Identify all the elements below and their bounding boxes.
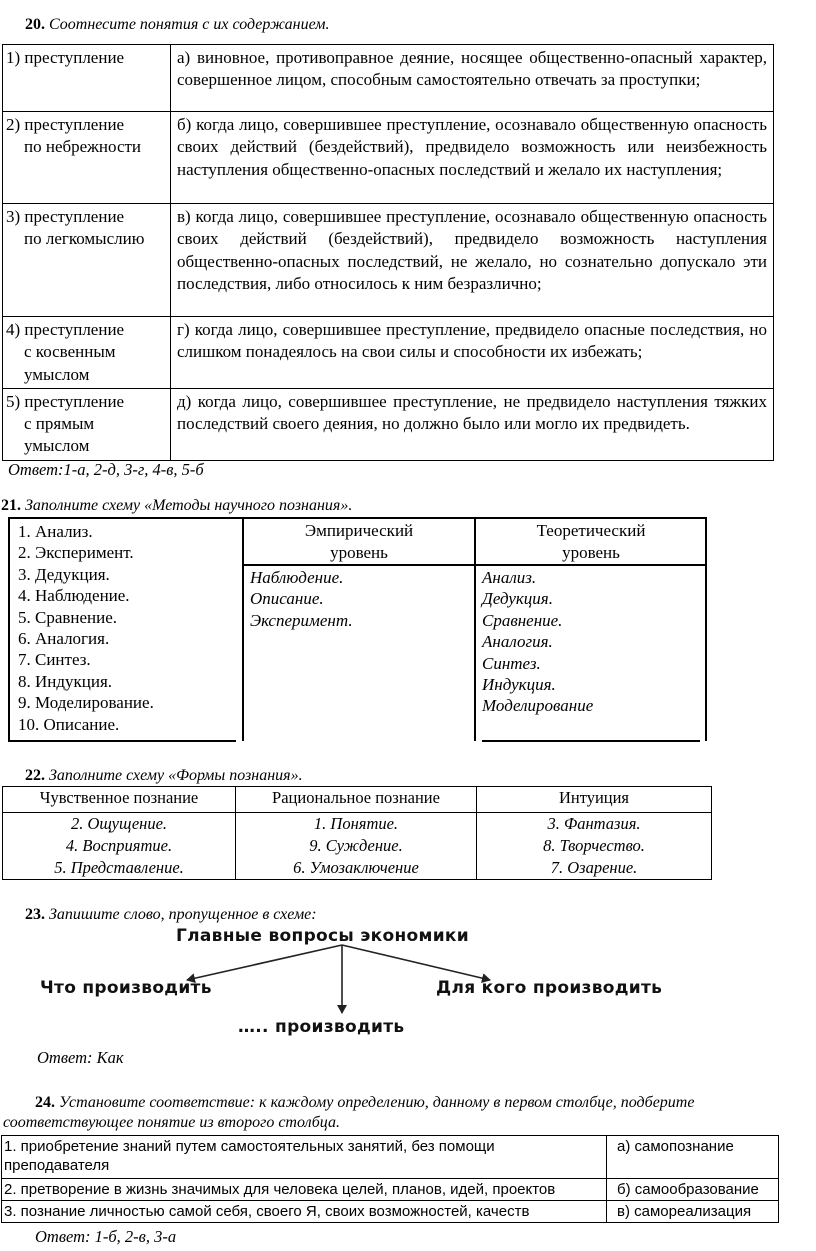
task22-title: Заполните схему «Формы познания». — [49, 767, 303, 784]
definition-cell: 3. познание личностью самой себя, своего Я, своих возможностей, качеств — [2, 1201, 607, 1223]
task21-heading — [1, 495, 352, 517]
task24-title-line1: Установите соответствие: к каждому определению, данному в первом столбце, подберите — [59, 1094, 695, 1111]
list-item: 8. Индукция. — [18, 671, 113, 691]
definition-cell: а) виновное, противоправное деяние, носящее общественно-опасный характер, совершенное лицом, способным самостоятельно отвечать за проступки; — [171, 45, 774, 112]
table-row — [2, 1136, 779, 1179]
list-item: 6. Аналогия. — [18, 629, 110, 649]
task24-heading-cont — [3, 1112, 340, 1134]
concept-cell: 3) преступление по легкомыслию — [3, 204, 171, 317]
table-row — [3, 204, 774, 317]
table-row — [2, 1201, 779, 1223]
diagram-bottom-label: ….. производить — [238, 1017, 405, 1037]
diagram-right-label: Для кого производить — [436, 978, 663, 998]
list-item: Сравнение. — [482, 610, 563, 630]
list-item: 4. Наблюдение. — [18, 586, 130, 606]
table-row — [3, 813, 712, 880]
task20-answer: Ответ:1-а, 2-д, 3-г, 4-в, 5-б — [8, 460, 204, 479]
task24-table — [1, 1135, 779, 1223]
task23-answer: Ответ: Как — [37, 1048, 124, 1067]
definition-cell: в) когда лицо, совершившее преступление, осознавало общественную опасность своих действий (бездействий), предвидело возможность наступления общественно-опасных последствий, не желало, но сознательно допускало эти последствия, либо относилось к ним безразлично; — [171, 204, 774, 317]
task22-heading — [25, 765, 303, 787]
table-row — [3, 317, 774, 389]
column-header: Чувственное познание — [3, 787, 236, 813]
empirical-items — [250, 567, 353, 631]
task22-number: 22. — [25, 767, 45, 784]
list-item: 5. Сравнение. — [18, 607, 118, 627]
column-header: Интуиция — [477, 787, 712, 813]
table-row — [3, 787, 712, 813]
theoretical-items — [482, 567, 593, 717]
definition-cell: б) когда лицо, совершившее преступление, осознавало общественную опасность своих действий (бездействий), предвидело возможность или неизбежность наступления общественно-опасных последствий и желало их наступления; — [171, 112, 774, 204]
concept-cell: 4) преступление с косвенным умыслом — [3, 317, 171, 389]
list-item: 10. Описание. — [18, 714, 120, 734]
list-item: Индукция. — [482, 675, 556, 695]
definition-cell: 1. приобретение знаний путем самостоятельных занятий, без помощи преподавателя — [2, 1136, 607, 1179]
list-item: Синтез. — [482, 653, 541, 673]
list-item: Дедукция. — [482, 589, 553, 609]
list-item: 1. Анализ. — [18, 522, 93, 541]
task23-number: 23. — [25, 906, 45, 923]
economics-diagram — [0, 925, 816, 1040]
concept-cell: в) самореализация — [607, 1201, 779, 1223]
empirical-header: Эмпирический уровень — [304, 521, 414, 562]
task21-number: 21. — [1, 497, 21, 514]
table-row — [3, 388, 774, 460]
concept-cell: 5) преступление с прямым умыслом — [3, 388, 171, 460]
table-row — [3, 45, 774, 112]
task24-title-line2: соответствующее понятие из второго столбца. — [3, 1114, 340, 1131]
list-item: 9. Моделирование. — [18, 693, 154, 713]
task20-title: Соотнесите понятия с их содержанием. — [49, 16, 330, 33]
diagram-left-label: Что производить — [40, 978, 212, 998]
concept-cell: б) самообразование — [607, 1179, 779, 1201]
task20-table — [2, 44, 774, 461]
list-item: 2. Эксперимент. — [18, 543, 134, 563]
task23-title: Запишите слово, пропущенное в схеме: — [49, 906, 317, 923]
task20-heading — [25, 14, 330, 36]
task21-title: Заполните схему «Методы научного познания». — [25, 497, 353, 514]
task22-table — [2, 786, 712, 880]
column-header: Рациональное познание — [236, 787, 477, 813]
list-item: 3. Дедукция. — [18, 564, 110, 584]
task20-number: 20. — [25, 16, 45, 33]
diagram-top-label: Главные вопросы экономики — [176, 926, 469, 946]
list-item: Описание. — [250, 589, 324, 609]
list-item: Анализ. — [482, 568, 537, 587]
list-item: Аналогия. — [482, 632, 553, 652]
list-item: 7. Синтез. — [18, 650, 91, 670]
methods-list — [18, 521, 154, 735]
concept-cell: а) самопознание — [607, 1136, 779, 1179]
concept-cell: 2) преступление по небрежности — [3, 112, 171, 204]
theoretical-header: Теоретический уровень — [536, 521, 646, 562]
table-row — [2, 1179, 779, 1201]
task23-heading — [25, 904, 317, 926]
list-item: Моделирование — [482, 696, 594, 716]
forms-cell: 1. Понятие. 9. Суждение. 6. Умозаключение — [236, 813, 477, 880]
task24-number: 24. — [35, 1094, 55, 1111]
list-item: Наблюдение. — [250, 568, 344, 587]
concept-cell: 1) преступление — [3, 45, 171, 112]
task21-scheme — [8, 517, 708, 743]
task24-heading — [35, 1092, 815, 1114]
definition-cell: г) когда лицо, совершившее преступление, предвидело опасные последствия, но слишком понадеялось на свои силы и способности их избежать; — [171, 317, 774, 389]
task24-answer: Ответ: 1-б, 2-в, 3-а — [35, 1227, 177, 1246]
forms-cell: 3. Фантазия. 8. Творчество. 7. Озарение. — [477, 813, 712, 880]
definition-cell: 2. претворение в жизнь значимых для человека целей, планов, идей, проектов — [2, 1179, 607, 1201]
table-row — [3, 112, 774, 204]
forms-cell: 2. Ощущение. 4. Восприятие. 5. Представление. — [3, 813, 236, 880]
list-item: Эксперимент. — [250, 610, 353, 630]
definition-cell: д) когда лицо, совершившее преступление, не предвидело наступления тяжких последствий своего деяния, но должно было или могло их предвидеть. — [171, 388, 774, 460]
